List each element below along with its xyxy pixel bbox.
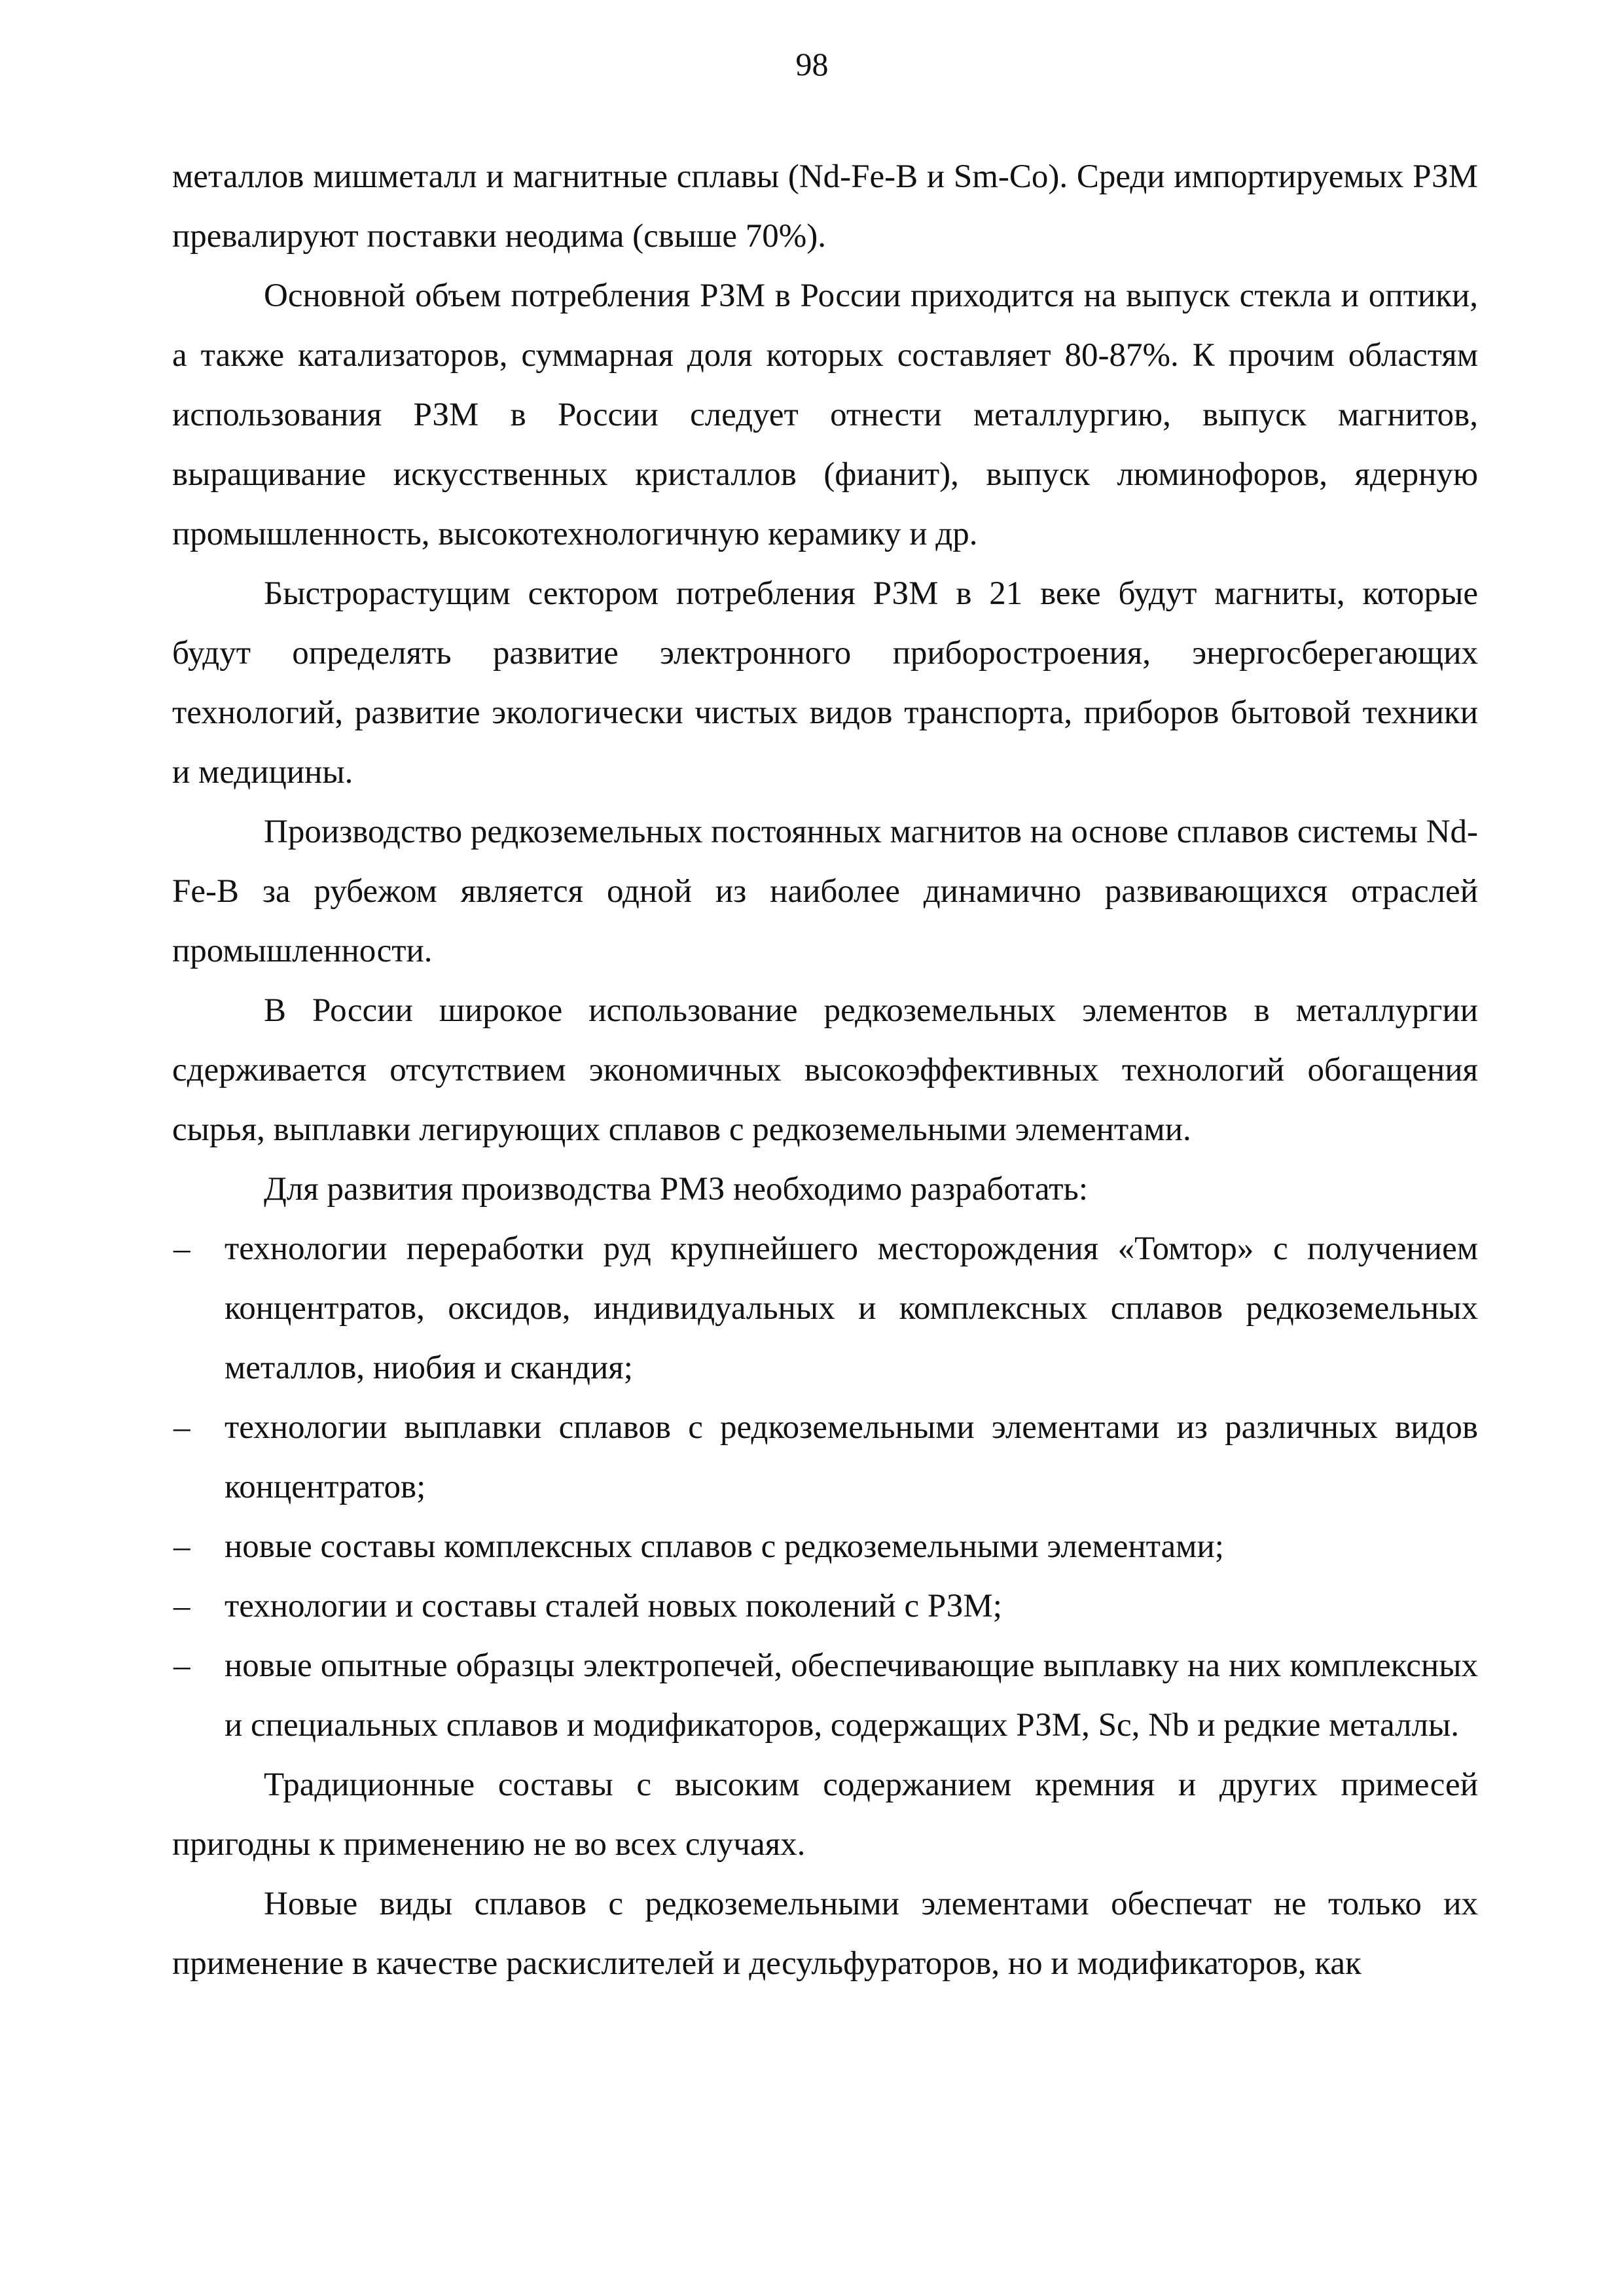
list-item — [172, 1577, 1478, 1636]
list-item-text: технологии переработки руд крупнейшего месторождения «Томтор» с получением концентратов, оксидов, индивидуальных и комплексных сплавов редкоземельных металлов, ниобия и скандия; — [225, 1230, 1478, 1386]
dash-bullet: – — [173, 1230, 190, 1267]
paragraph-russia: В России широкое использование редкоземельных элементов в металлургии сдерживается отсутствием экономичных высокоэффективных технологий обогащения сырья, выплавки легирующих сплавов с редкоземельными элементами. — [172, 992, 1478, 1148]
list-item-text: новые опытные образцы электропечей, обеспечивающие выплавку на них комплексных и специальных сплавов и модификаторов, содержащих РЗМ, Sc, Nb и редкие металлы. — [225, 1647, 1478, 1744]
list-item-text: технологии и составы сталей новых поколений с РЗМ; — [225, 1588, 1002, 1624]
page-body — [172, 147, 1478, 1994]
dash-bullet: – — [173, 1647, 190, 1684]
list-item — [172, 1517, 1478, 1577]
list-item-text: новые составы комплексных сплавов с редкоземельными элементами; — [225, 1528, 1224, 1565]
list-item-text: технологии выплавки сплавов с редкоземельными элементами из различных видов концентратов; — [225, 1409, 1478, 1505]
dash-bullet: – — [173, 1409, 190, 1446]
paragraph-production: Производство редкоземельных постоянных магнитов на основе сплавов системы Nd-Fe-B за рубежом является одной из наиболее динамично развивающихся отраслей промышленности. — [172, 814, 1478, 969]
paragraph-magnets: Быстрорастущим сектором потребления РЗМ в 21 веке будут магниты, которые будут определять развитие электронного приборостроения, энергосберегающих технологий, развитие экологически чистых видов транспорта, приборов бытовой техники и медицины. — [172, 575, 1478, 791]
list-item — [172, 1636, 1478, 1755]
page-number: 98 — [795, 46, 829, 82]
list-item — [172, 1398, 1478, 1517]
development-list — [172, 1219, 1478, 1755]
dash-bullet: – — [173, 1528, 190, 1565]
paragraph-list-intro: Для развития производства РМЗ необходимо разработать: — [264, 1171, 1088, 1208]
paragraph-continuation: металлов мишметалл и магнитные сплавы (Nd-Fe-B и Sm-Co). Среди импортируемых РЗМ превалируют поставки неодима (свыше 70%). — [172, 158, 1478, 255]
paragraph-consumption: Основной объем потребления РЗМ в России приходится на выпуск стекла и оптики, а также катализаторов, суммарная доля которых составляет 80-87%. К прочим областям использования РЗМ в России следует отнести металлургию, выпуск магнитов, выращивание искусственных кристаллов (фианит), выпуск люминофоров, ядерную промышленность, высокотехнологичную керамику и др. — [172, 278, 1478, 552]
paragraph-new-alloys: Новые виды сплавов с редкоземельными элементами обеспечат не только их применение в качестве раскислителей и десульфураторов, но и модификаторов, как — [172, 1886, 1478, 1982]
dash-bullet: – — [173, 1588, 190, 1624]
list-item — [172, 1219, 1478, 1398]
paragraph-traditional: Традиционные составы с высоким содержанием кремния и других примесей пригодны к применению не во всех случаях. — [172, 1767, 1478, 1863]
